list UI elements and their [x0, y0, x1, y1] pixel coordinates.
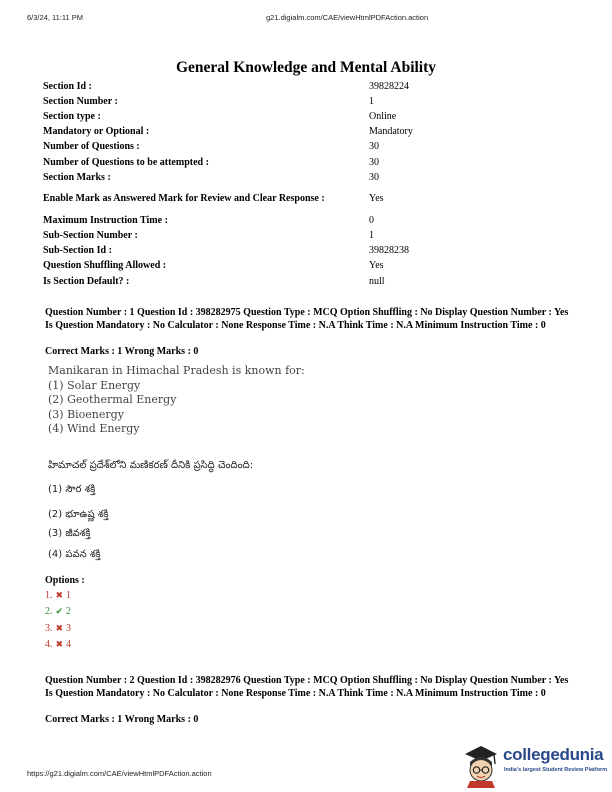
section-info-value: 30	[369, 141, 379, 153]
q1-option-te: (2) భూఉష్ణ శక్తి	[48, 509, 109, 520]
section-info-row	[40, 229, 413, 244]
section-info-key: Number of Questions :	[43, 141, 140, 153]
cross-icon: ✖	[55, 640, 64, 650]
q1-option-en: (2) Geothermal Energy	[48, 393, 177, 406]
section-info-value: null	[369, 275, 385, 287]
q1-option-te: (4) పవన శక్తి	[48, 549, 101, 560]
section-info-value: Yes	[369, 193, 384, 205]
section-info-row	[40, 79, 413, 94]
section-info-value: 1	[369, 230, 374, 242]
section-info-row	[40, 244, 413, 259]
answer-option-correct	[45, 606, 71, 617]
q2-header: Question Number : 2 Question Id : 398282976 Question Type : MCQ Option Shuffling : No Display Question Number : Yes Is Question Mandatory : No Calculator : None Response Time : N.A Think Time : N.A Minimum Instruction Time : 0	[45, 675, 569, 699]
q1-option-en: (1) Solar Energy	[48, 378, 141, 392]
option-number: 4.	[45, 639, 53, 650]
option-label: 1	[66, 590, 72, 601]
option-label: 2	[66, 606, 72, 617]
section-info-key: Is Section Default? :	[43, 275, 130, 287]
section-info-value: Yes	[369, 260, 384, 272]
check-icon: ✔	[55, 607, 64, 617]
q1-question-en	[48, 364, 305, 437]
q1-marks: Correct Marks : 1 Wrong Marks : 0	[45, 346, 199, 357]
section-info-key: Enable Mark as Answered Mark for Review and Clear Response :	[43, 193, 325, 205]
section-info-value: 39828238	[369, 245, 409, 257]
section-info-row	[40, 94, 413, 109]
section-info-value: 30	[369, 156, 379, 168]
section-info-key: Section Marks :	[43, 171, 111, 183]
cross-icon: ✖	[55, 591, 64, 601]
mascot-icon	[461, 742, 501, 788]
q1-question-text-en: Manikaran in Himachal Pradesh is known for:	[48, 364, 305, 377]
section-info-key: Sub-Section Number :	[43, 230, 138, 242]
page-title: General Knowledge and Mental Ability	[175, 59, 437, 76]
section-info-table	[40, 79, 413, 289]
section-info-row	[40, 185, 413, 213]
option-number: 2.	[45, 606, 53, 617]
section-info-row	[40, 109, 413, 124]
q1-option-en: (3) Bioenergy	[48, 407, 124, 421]
options-label: Options :	[45, 575, 85, 586]
section-info-value: Online	[369, 110, 397, 122]
section-info-row	[40, 170, 413, 185]
section-info-row	[40, 125, 413, 140]
q1-option-te: (1) సౌర శక్తి	[48, 484, 96, 495]
section-info-key: Maximum Instruction Time :	[43, 214, 168, 226]
section-info-value: 39828224	[369, 80, 409, 92]
option-number: 1.	[45, 590, 53, 601]
section-info-row	[40, 140, 413, 155]
section-info-row	[40, 155, 413, 170]
option-label: 4	[66, 639, 72, 650]
logo-tagline: India's largest Student Review Platform	[504, 767, 608, 773]
option-label: 3	[66, 623, 72, 634]
section-info-key: Section type :	[43, 110, 101, 122]
section-info-key: Question Shuffling Allowed :	[43, 260, 167, 272]
answer-option	[45, 590, 71, 601]
print-url: g21.digialm.com/CAE/viewHtmlPDFAction.action	[266, 13, 429, 22]
logo-wordmark: collegedunia	[503, 745, 604, 764]
section-info-key: Section Id :	[43, 80, 92, 92]
section-info-row	[40, 259, 413, 274]
section-info-key: Sub-Section Id :	[43, 245, 112, 257]
collegedunia-logo	[461, 742, 611, 790]
answer-option	[45, 623, 71, 634]
section-info-key: Section Number :	[43, 95, 118, 107]
print-datetime: 6/3/24, 11:11 PM	[27, 13, 84, 22]
q2-marks: Correct Marks : 1 Wrong Marks : 0	[45, 714, 199, 725]
footer-url: https://g21.digialm.com/CAE/viewHtmlPDFAction.action	[27, 769, 212, 778]
section-info-key: Mandatory or Optional :	[43, 126, 150, 138]
section-info-value: Mandatory	[369, 126, 413, 138]
answer-option	[45, 639, 71, 650]
section-info-value: 0	[369, 214, 374, 226]
section-info-row	[40, 274, 413, 289]
section-info-value: 30	[369, 171, 379, 183]
q1-header: Question Number : 1 Question Id : 398282975 Question Type : MCQ Option Shuffling : No Display Question Number : Yes Is Question Mandatory : No Calculator : None Response Time : N.A Think Time : N.A Minimum Instruction Time : 0	[45, 307, 569, 331]
q1-option-te: (3) జీవశక్తి	[48, 528, 91, 539]
q1-option-en: (4) Wind Energy	[48, 422, 140, 435]
option-number: 3.	[45, 623, 53, 634]
cross-icon: ✖	[55, 624, 64, 634]
q1-question-te: హిమాచల్ ప్రదేశ్‌లోని మణికరణ్ దీనికి ప్రసిద్ధి చెందింది:	[48, 460, 254, 471]
section-info-row	[40, 213, 413, 228]
section-info-value: 1	[369, 95, 374, 107]
section-info-key: Number of Questions to be attempted :	[43, 156, 209, 168]
